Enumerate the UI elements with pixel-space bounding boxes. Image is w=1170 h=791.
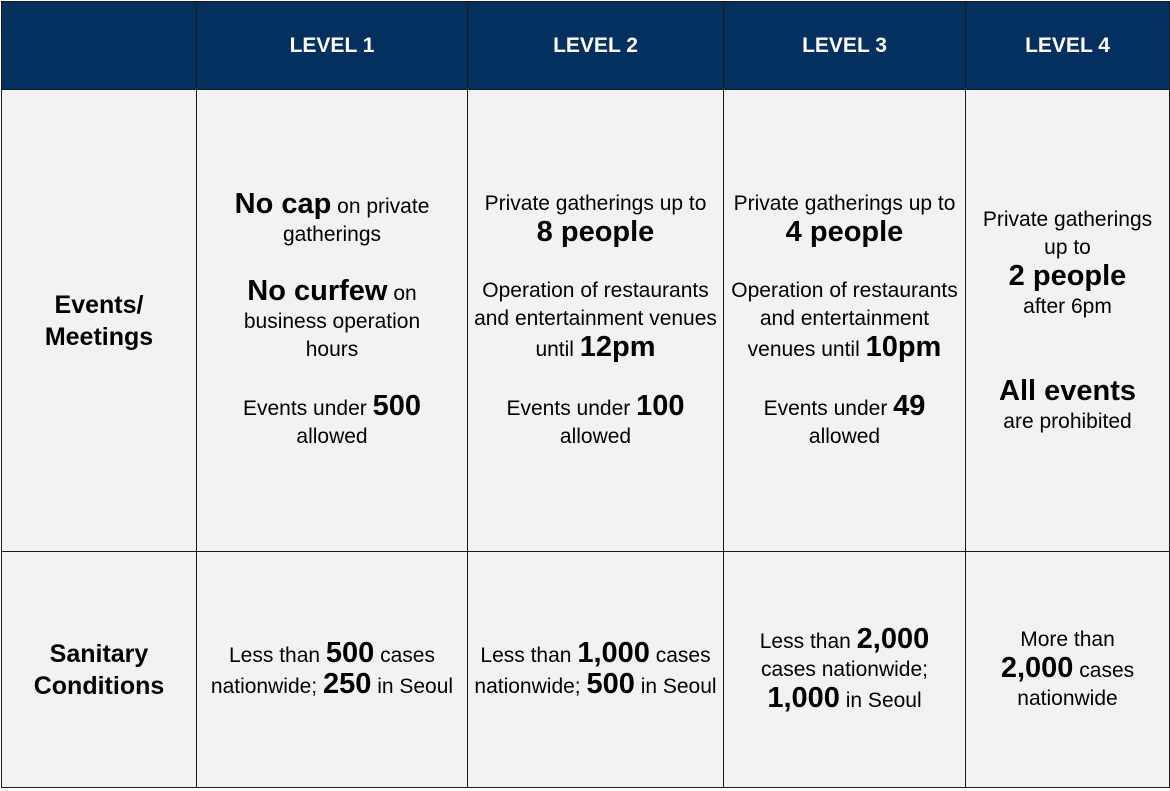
restrictions-table <box>1 1 1170 788</box>
events-l2-p1-pre: Private gatherings up to <box>484 192 707 215</box>
sanitary-l3-mid: cases nationwide; <box>761 657 928 681</box>
sanitary-l3-pre: Less than <box>759 629 857 653</box>
events-l2-p2-pre: Operation of restaurants and entertainment venues until <box>474 279 717 361</box>
events-l2-p3-pre: Events under <box>506 397 637 420</box>
sanitary-l1-mid: cases nationwide; <box>210 643 435 698</box>
events-l3-p3-post: allowed <box>808 425 881 448</box>
events-level-1-cell <box>197 90 468 552</box>
sanitary-l1-seoul-value: 250 <box>322 667 372 700</box>
sanitary-l3-national-value: 2,000 <box>856 622 930 655</box>
header-level-4: LEVEL 4 <box>966 2 1170 90</box>
events-l1-p3-pre: Events under <box>243 397 373 420</box>
row-label-sanitary-line1: Sanitary <box>49 639 149 668</box>
header-corner <box>2 2 197 90</box>
events-l4-p2-post: are prohibited <box>1003 409 1132 433</box>
header-level-2: LEVEL 2 <box>468 2 724 90</box>
sanitary-l2-post: in Seoul <box>634 674 717 698</box>
events-level-3-cell <box>724 90 966 552</box>
events-l4-people-value: 2 people <box>1008 259 1127 292</box>
events-l1-p3-post: allowed <box>296 425 368 448</box>
events-l1-curfew <box>215 277 449 364</box>
sanitary-l1-text <box>203 636 461 701</box>
sanitary-l4-text <box>972 626 1163 713</box>
sanitary-l1-post: in Seoul <box>371 674 454 698</box>
row-label-sanitary <box>2 552 197 788</box>
sanitary-conditions-row <box>2 552 1170 788</box>
events-l2-events-limit <box>474 392 717 451</box>
header-row <box>2 2 1170 90</box>
events-l4-p1-pre: Private gatherings up to <box>982 207 1153 259</box>
events-l3-hour-value: 10pm <box>865 331 942 363</box>
events-l2-people-value: 8 people <box>536 216 655 248</box>
sanitary-level-2-cell <box>468 552 724 788</box>
events-l1-p2-text: on business operation hours <box>243 282 421 361</box>
events-l4-private-gatherings <box>978 206 1157 321</box>
sanitary-l2-text <box>474 636 717 701</box>
sanitary-level-3-cell <box>724 552 966 788</box>
events-l1-p1-text: on private gatherings <box>282 195 430 246</box>
events-l2-private-gatherings <box>474 190 717 249</box>
events-l1-no-curfew: No curfew <box>247 275 388 307</box>
events-level-2-cell <box>468 90 724 552</box>
events-l1-private-gatherings <box>215 190 449 249</box>
sanitary-l3-seoul-value: 1,000 <box>767 681 840 714</box>
events-l4-p1-post: after 6pm <box>1023 294 1112 318</box>
events-l2-p3-post: allowed <box>559 425 632 448</box>
sanitary-l4-pre: More than <box>1020 628 1115 651</box>
events-l3-p1-pre: Private gatherings up to <box>733 192 956 215</box>
events-l4-events-ban <box>978 374 1157 436</box>
events-l3-operation-hours <box>730 277 959 364</box>
sanitary-l3-text <box>730 622 959 715</box>
events-meetings-row <box>2 90 1170 552</box>
events-l3-private-gatherings <box>730 190 959 249</box>
sanitary-l2-mid: cases nationwide; <box>474 643 711 698</box>
events-l4-all-events: All events <box>999 374 1136 407</box>
sanitary-l4-national-value: 2,000 <box>1000 652 1074 684</box>
events-l1-no-cap: No cap <box>234 188 332 220</box>
sanitary-l1-pre: Less than <box>229 643 326 667</box>
header-level-1: LEVEL 1 <box>197 2 468 90</box>
events-l2-limit-value: 100 <box>636 390 685 422</box>
events-l3-p2-pre: Operation of restaurants and entertainment venues until <box>731 279 958 361</box>
sanitary-l1-national-value: 500 <box>325 636 375 669</box>
events-l1-limit-value: 500 <box>372 390 421 422</box>
row-label-events <box>2 90 197 552</box>
events-level-4-cell <box>966 90 1170 552</box>
events-l3-p3-pre: Events under <box>763 397 894 420</box>
events-l3-limit-value: 49 <box>893 390 926 422</box>
events-l1-events-limit <box>215 392 449 451</box>
sanitary-l3-post: in Seoul <box>839 688 922 712</box>
events-l2-operation-hours <box>474 277 717 364</box>
sanitary-l2-seoul-value: 500 <box>586 667 635 700</box>
row-label-events-line1: Events/ <box>54 290 144 319</box>
sanitary-level-4-cell <box>966 552 1170 788</box>
events-l3-events-limit <box>730 392 959 451</box>
sanitary-l2-pre: Less than <box>480 643 578 667</box>
events-l2-hour-value: 12pm <box>579 331 656 363</box>
row-label-sanitary-line2: Conditions <box>33 671 165 700</box>
sanitary-l4-post: cases nationwide <box>1017 659 1135 710</box>
header-level-3: LEVEL 3 <box>724 2 966 90</box>
events-l3-people-value: 4 people <box>785 216 904 248</box>
sanitary-l2-national-value: 1,000 <box>577 636 650 669</box>
row-label-events-line2: Meetings <box>44 322 154 351</box>
sanitary-level-1-cell <box>197 552 468 788</box>
